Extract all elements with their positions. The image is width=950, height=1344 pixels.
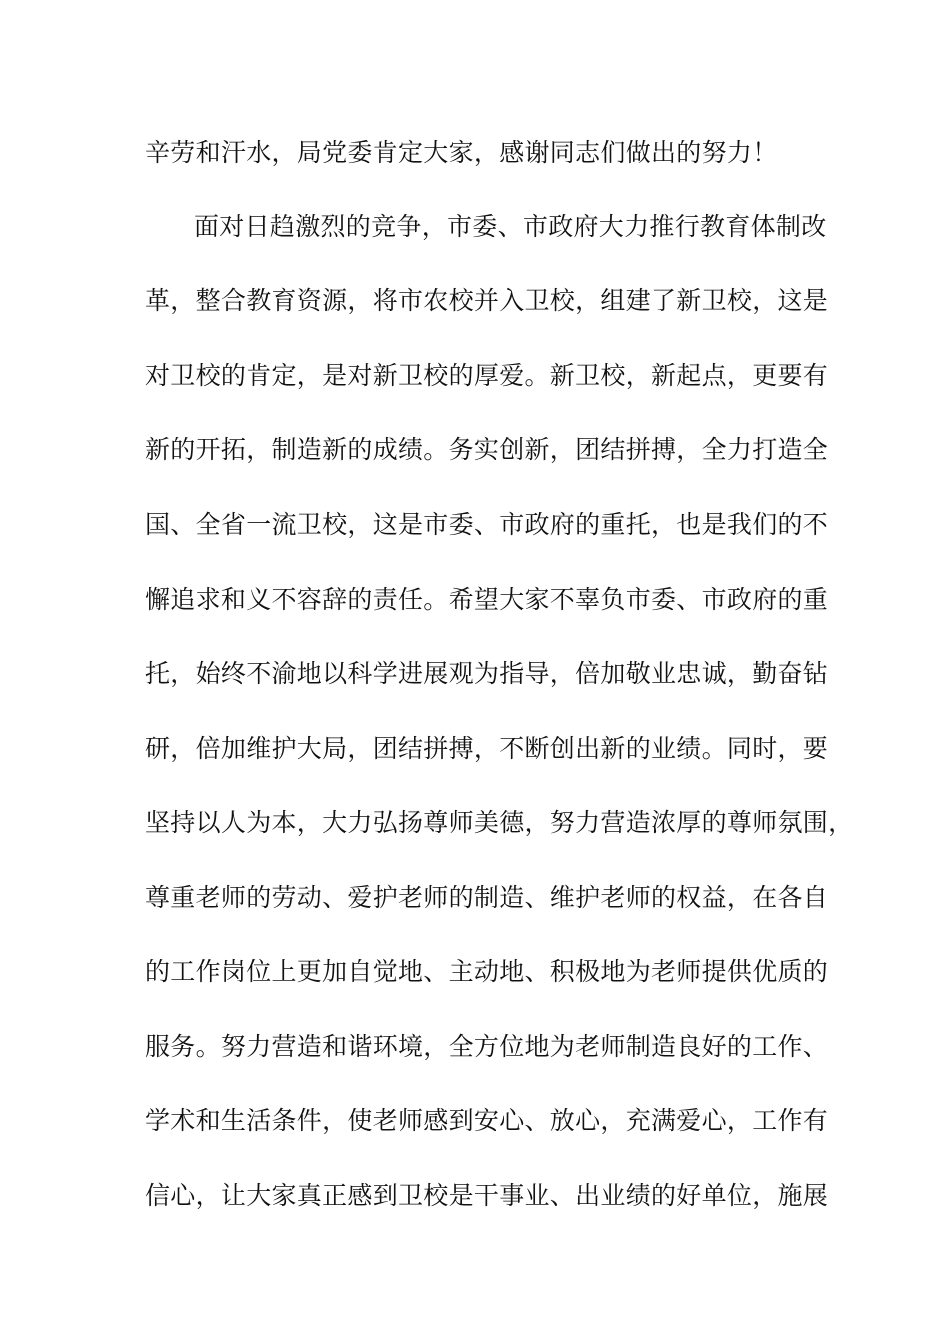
paragraph-start-line: 面对日趋激烈的竞争，市委、市政府大力推行教育体制改 <box>194 212 827 241</box>
text-line: 对卫校的肯定，是对新卫校的厚爱。新卫校，新起点，更要有 <box>145 361 829 390</box>
text-line: 服务。努力营造和谐环境，全方位地为老师制造良好的工作、 <box>145 1032 829 1061</box>
text-line: 坚持以人为本，大力弘扬尊师美德，努力营造浓厚的尊师氛围， <box>145 808 854 837</box>
text-line: 信心，让大家真正感到卫校是干事业、出业绩的好单位，施展 <box>145 1181 829 1210</box>
text-line: 尊重老师的劳动、爱护老师的制造、维护老师的权益，在各自 <box>145 883 829 912</box>
text-line: 托，始终不渝地以科学进展观为指导，倍加敬业忠诚，勤奋钻 <box>145 659 829 688</box>
text-line: 国、全省一流卫校，这是市委、市政府的重托，也是我们的不 <box>145 510 829 539</box>
text-line: 学术和生活条件，使老师感到安心、放心，充满爱心，工作有 <box>145 1106 829 1135</box>
text-line: 的工作岗位上更加自觉地、主动地、积极地为老师提供优质的 <box>145 957 829 986</box>
text-line: 研，倍加维护大局，团结拼搏，不断创出新的业绩。同时，要 <box>145 734 829 763</box>
text-line: 辛劳和汗水，局党委肯定大家，感谢同志们做出的努力！ <box>145 138 778 167</box>
text-line: 新的开拓，制造新的成绩。务实创新，团结拼搏，全力打造全 <box>145 435 829 464</box>
text-line: 懈追求和义不容辞的责任。希望大家不辜负市委、市政府的重 <box>145 585 829 614</box>
text-line: 革，整合教育资源，将市农校并入卫校，组建了新卫校，这是 <box>145 286 829 315</box>
